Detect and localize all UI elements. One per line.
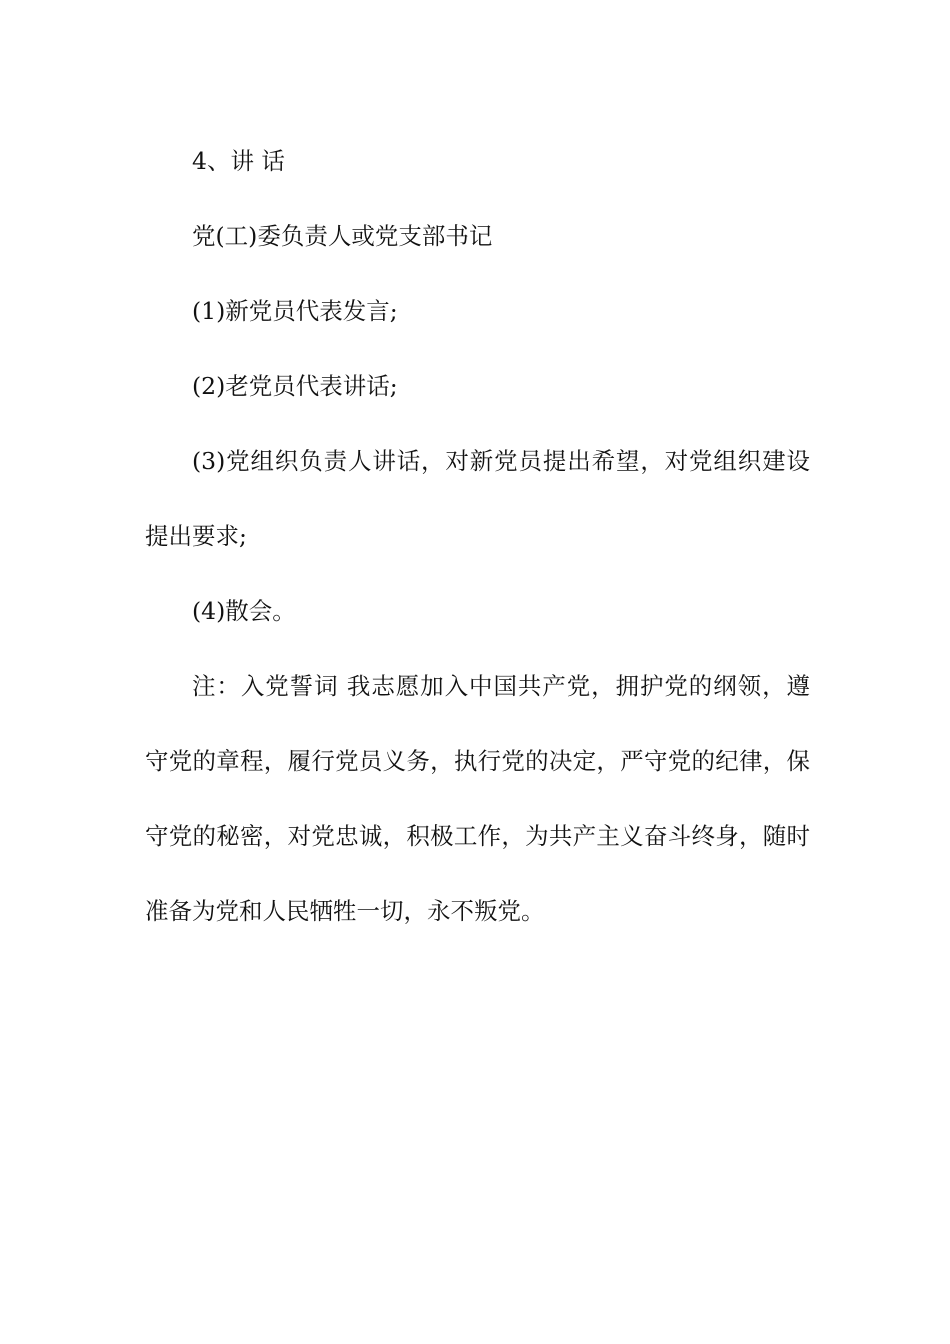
agenda-item-2: (2)老党员代表讲话; bbox=[192, 372, 398, 400]
agenda-item-4: (4)散会。 bbox=[192, 597, 296, 625]
agenda-item-3: (3)党组织负责人讲话，对新党员提出希望，对党组织建设提出要求; bbox=[145, 447, 810, 550]
document-body bbox=[145, 124, 810, 949]
agenda-item-1: (1)新党员代表发言; bbox=[192, 297, 398, 325]
oath-note: 注：入党誓词 我志愿加入中国共产党，拥护党的纲领，遵守党的章程，履行党员义务，执行党的决定，严守党的纪律，保守党的秘密，对党忠诚，积极工作，为共产主义奋斗终身，随时准备为党和人民牺牲一切，永不叛党。 bbox=[145, 672, 810, 925]
speaker-line: 党(工)委负责人或党支部书记 bbox=[192, 222, 493, 250]
section-heading: 4、讲 话 bbox=[192, 147, 285, 175]
